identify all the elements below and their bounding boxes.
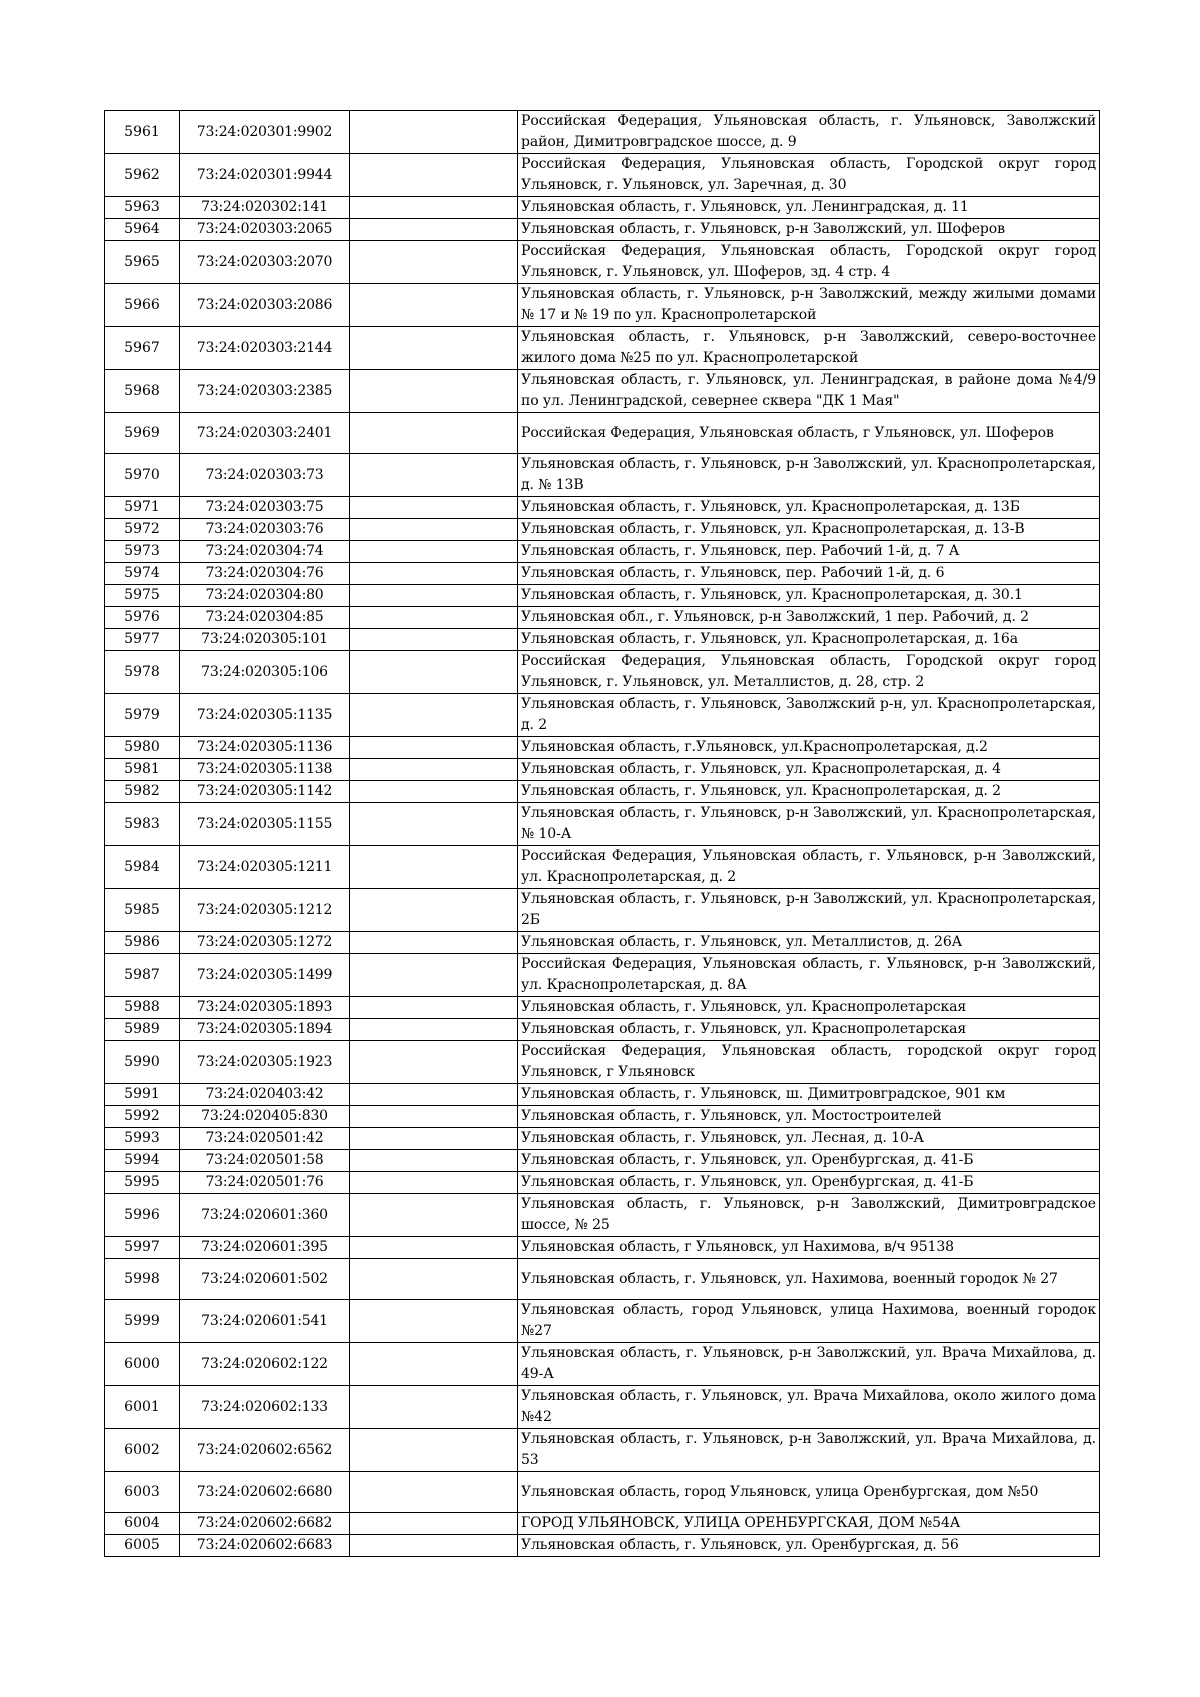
address-cell: Ульяновская область, г. Ульяновск, ул. Металлистов, д. 26А — [518, 932, 1100, 954]
cadastral-number-cell: 73:24:020303:73 — [180, 454, 350, 497]
cadastral-number-cell: 73:24:020405:830 — [180, 1106, 350, 1128]
empty-cell — [350, 781, 518, 803]
address-cell: Ульяновская область, город Ульяновск, улица Нахимова, военный городок №27 — [518, 1300, 1100, 1343]
row-number-cell: 5963 — [105, 197, 180, 219]
empty-cell — [350, 284, 518, 327]
cadastral-number-cell: 73:24:020403:42 — [180, 1084, 350, 1106]
empty-cell — [350, 541, 518, 563]
table-row — [105, 1386, 1100, 1429]
cadastral-number-cell: 73:24:020602:6682 — [180, 1513, 350, 1535]
row-number-cell: 6004 — [105, 1513, 180, 1535]
row-number-cell: 5981 — [105, 759, 180, 781]
table-row — [105, 889, 1100, 932]
address-cell: Ульяновская область, г. Ульяновск, ул. Нахимова, военный городок № 27 — [518, 1259, 1100, 1300]
row-number-cell: 5997 — [105, 1237, 180, 1259]
address-cell: Ульяновская область, г. Ульяновск, ул. Краснопролетарская, д. 30.1 — [518, 585, 1100, 607]
table-row — [105, 737, 1100, 759]
empty-cell — [350, 1084, 518, 1106]
cadastral-number-cell: 73:24:020303:2065 — [180, 219, 350, 241]
cadastral-number-cell: 73:24:020304:80 — [180, 585, 350, 607]
cadastral-number-cell: 73:24:020602:6683 — [180, 1535, 350, 1557]
table-row — [105, 541, 1100, 563]
empty-cell — [350, 1513, 518, 1535]
table-row — [105, 1106, 1100, 1128]
cadastral-number-cell: 73:24:020303:76 — [180, 519, 350, 541]
address-cell: Ульяновская область, г. Ульяновск, ул. Краснопролетарская, д. 13-В — [518, 519, 1100, 541]
table-row — [105, 1472, 1100, 1513]
address-cell: Ульяновская область, г. Ульяновск, р-н Заволжский, Димитровградское шоссе, № 25 — [518, 1194, 1100, 1237]
address-cell: Ульяновская область, г. Ульяновск, ул. Оренбургская, д. 41-Б — [518, 1172, 1100, 1194]
row-number-cell: 5964 — [105, 219, 180, 241]
cadastral-number-cell: 73:24:020303:2401 — [180, 413, 350, 454]
address-cell: Ульяновская область, г. Ульяновск, ул. Оренбургская, д. 41-Б — [518, 1150, 1100, 1172]
table-row — [105, 1259, 1100, 1300]
row-number-cell: 6001 — [105, 1386, 180, 1429]
row-number-cell: 6000 — [105, 1343, 180, 1386]
address-cell: Ульяновская область, г. Ульяновск, ш. Димитровградское, 901 км — [518, 1084, 1100, 1106]
cadastral-number-cell: 73:24:020305:1272 — [180, 932, 350, 954]
address-cell: Ульяновская область, г. Ульяновск, ул. Краснопролетарская, д. 16а — [518, 629, 1100, 651]
address-cell: Ульяновская область, г. Ульяновск, ул. Ленинградская, в районе дома №4/9 по ул. Ленинградской, севернее сквера "ДК 1 Мая" — [518, 370, 1100, 413]
empty-cell — [350, 954, 518, 997]
row-number-cell: 5993 — [105, 1128, 180, 1150]
row-number-cell: 5969 — [105, 413, 180, 454]
row-number-cell: 5982 — [105, 781, 180, 803]
empty-cell — [350, 563, 518, 585]
table-row — [105, 1041, 1100, 1084]
empty-cell — [350, 846, 518, 889]
empty-cell — [350, 1150, 518, 1172]
address-cell: Ульяновская область, г. Ульяновск, р-н Заволжский, ул. Краснопролетарская, 2Б — [518, 889, 1100, 932]
row-number-cell: 5980 — [105, 737, 180, 759]
table-row — [105, 846, 1100, 889]
empty-cell — [350, 519, 518, 541]
address-cell: Ульяновская область, г. Ульяновск, пер. Рабочий 1-й, д. 6 — [518, 563, 1100, 585]
empty-cell — [350, 694, 518, 737]
table-row — [105, 497, 1100, 519]
table-row — [105, 1429, 1100, 1472]
table-row — [105, 111, 1100, 154]
table-row — [105, 932, 1100, 954]
table-row — [105, 1513, 1100, 1535]
address-cell: ГОРОД УЛЬЯНОВСК, УЛИЦА ОРЕНБУРГСКАЯ, ДОМ №54А — [518, 1513, 1100, 1535]
empty-cell — [350, 327, 518, 370]
address-cell: Российская Федерация, Ульяновская область, г Ульяновск, ул. Шоферов — [518, 413, 1100, 454]
empty-cell — [350, 1386, 518, 1429]
empty-cell — [350, 651, 518, 694]
empty-cell — [350, 1300, 518, 1343]
address-cell: Ульяновская область, г. Ульяновск, ул. Краснопролетарская, д. 2 — [518, 781, 1100, 803]
address-cell: Ульяновская область, г. Ульяновск, ул. Краснопролетарская, д. 13Б — [518, 497, 1100, 519]
cadastral-number-cell: 73:24:020302:141 — [180, 197, 350, 219]
cadastral-number-cell: 73:24:020501:76 — [180, 1172, 350, 1194]
table-row — [105, 585, 1100, 607]
table-row — [105, 1343, 1100, 1386]
cadastral-number-cell: 73:24:020305:1212 — [180, 889, 350, 932]
cadastral-number-cell: 73:24:020601:502 — [180, 1259, 350, 1300]
empty-cell — [350, 607, 518, 629]
cadastral-number-cell: 73:24:020602:6680 — [180, 1472, 350, 1513]
table-row — [105, 1535, 1100, 1557]
row-number-cell: 5962 — [105, 154, 180, 197]
empty-cell — [350, 629, 518, 651]
row-number-cell: 5968 — [105, 370, 180, 413]
address-cell: Ульяновская область, г. Ульяновск, пер. Рабочий 1-й, д. 7 А — [518, 541, 1100, 563]
table-row — [105, 1019, 1100, 1041]
empty-cell — [350, 413, 518, 454]
row-number-cell: 5985 — [105, 889, 180, 932]
row-number-cell: 6005 — [105, 1535, 180, 1557]
row-number-cell: 5988 — [105, 997, 180, 1019]
cadastral-number-cell: 73:24:020601:360 — [180, 1194, 350, 1237]
cadastral-number-cell: 73:24:020601:541 — [180, 1300, 350, 1343]
cadastral-number-cell: 73:24:020305:1138 — [180, 759, 350, 781]
empty-cell — [350, 1128, 518, 1150]
cadastral-number-cell: 73:24:020602:6562 — [180, 1429, 350, 1472]
address-cell: Ульяновская область, г.Ульяновск, ул.Краснопролетарская, д.2 — [518, 737, 1100, 759]
empty-cell — [350, 803, 518, 846]
cadastral-number-cell: 73:24:020303:2086 — [180, 284, 350, 327]
row-number-cell: 5965 — [105, 241, 180, 284]
table-row — [105, 651, 1100, 694]
address-cell: Ульяновская область, г. Ульяновск, р-н Заволжский, ул. Шоферов — [518, 219, 1100, 241]
table-row — [105, 519, 1100, 541]
address-cell: Ульяновская обл., г. Ульяновск, р-н Заволжский, 1 пер. Рабочий, д. 2 — [518, 607, 1100, 629]
empty-cell — [350, 997, 518, 1019]
address-cell: Ульяновская область, г. Ульяновск, р-н Заволжский, ул. Краснопролетарская, д. № 13В — [518, 454, 1100, 497]
row-number-cell: 5979 — [105, 694, 180, 737]
address-cell: Российская Федерация, Ульяновская область, г. Ульяновск, Заволжский район, Димитровградское шоссе, д. 9 — [518, 111, 1100, 154]
empty-cell — [350, 737, 518, 759]
empty-cell — [350, 1041, 518, 1084]
address-cell: Ульяновская область, город Ульяновск, улица Оренбургская, дом №50 — [518, 1472, 1100, 1513]
address-cell: Ульяновская область, г. Ульяновск, р-н Заволжский, северо-восточнее жилого дома №25 по ул. Краснопролетарской — [518, 327, 1100, 370]
cadastral-number-cell: 73:24:020305:106 — [180, 651, 350, 694]
table-row — [105, 1172, 1100, 1194]
row-number-cell: 5974 — [105, 563, 180, 585]
address-cell: Ульяновская область, г. Ульяновск, р-н Заволжский, ул. Врача Михайлова, д. 49-А — [518, 1343, 1100, 1386]
empty-cell — [350, 111, 518, 154]
cadastral-number-cell: 73:24:020304:76 — [180, 563, 350, 585]
row-number-cell: 5961 — [105, 111, 180, 154]
cadastral-number-cell: 73:24:020303:2144 — [180, 327, 350, 370]
row-number-cell: 5987 — [105, 954, 180, 997]
cadastral-number-cell: 73:24:020601:395 — [180, 1237, 350, 1259]
address-cell: Российская Федерация, Ульяновская область, Городской округ город Ульяновск, г. Ульяновск, ул. Шоферов, зд. 4 стр. 4 — [518, 241, 1100, 284]
empty-cell — [350, 889, 518, 932]
empty-cell — [350, 585, 518, 607]
empty-cell — [350, 454, 518, 497]
cadastral-number-cell: 73:24:020305:1894 — [180, 1019, 350, 1041]
cadastral-number-cell: 73:24:020501:42 — [180, 1128, 350, 1150]
cadastral-number-cell: 73:24:020602:133 — [180, 1386, 350, 1429]
cadastral-number-cell: 73:24:020305:1893 — [180, 997, 350, 1019]
row-number-cell: 6003 — [105, 1472, 180, 1513]
address-cell: Российская Федерация, Ульяновская область, г. Ульяновск, р-н Заволжский, ул. Краснопролетарская, д. 2 — [518, 846, 1100, 889]
table-row — [105, 759, 1100, 781]
table-row — [105, 781, 1100, 803]
table-row — [105, 629, 1100, 651]
address-cell: Ульяновская область, г. Ульяновск, р-н Заволжский, ул. Краснопролетарская, № 10-А — [518, 803, 1100, 846]
row-number-cell: 5998 — [105, 1259, 180, 1300]
address-cell: Ульяновская область, г. Ульяновск, р-н Заволжский, ул. Врача Михайлова, д. 53 — [518, 1429, 1100, 1472]
table-row — [105, 694, 1100, 737]
address-cell: Ульяновская область, г. Ульяновск, ул. Краснопролетарская — [518, 997, 1100, 1019]
address-cell: Российская Федерация, Ульяновская область, г. Ульяновск, р-н Заволжский, ул. Краснопролетарская, д. 8А — [518, 954, 1100, 997]
address-cell: Российская Федерация, Ульяновская область, Городской округ город Ульяновск, г. Ульяновск, ул. Металлистов, д. 28, стр. 2 — [518, 651, 1100, 694]
table-row — [105, 454, 1100, 497]
cadastral-number-cell: 73:24:020305:101 — [180, 629, 350, 651]
address-cell: Российская Федерация, Ульяновская область, Городской округ город Ульяновск, г. Ульяновск, ул. Заречная, д. 30 — [518, 154, 1100, 197]
address-cell: Российская Федерация, Ульяновская область, городской округ город Ульяновск, г Ульяновск — [518, 1041, 1100, 1084]
row-number-cell: 5977 — [105, 629, 180, 651]
cadastral-number-cell: 73:24:020305:1142 — [180, 781, 350, 803]
cadastral-number-cell: 73:24:020602:122 — [180, 1343, 350, 1386]
row-number-cell: 5999 — [105, 1300, 180, 1343]
table-row — [105, 607, 1100, 629]
empty-cell — [350, 1429, 518, 1472]
cadastral-number-cell: 73:24:020304:85 — [180, 607, 350, 629]
cadastral-number-cell: 73:24:020303:2070 — [180, 241, 350, 284]
empty-cell — [350, 497, 518, 519]
cadastral-number-cell: 73:24:020303:2385 — [180, 370, 350, 413]
cadastral-number-cell: 73:24:020305:1923 — [180, 1041, 350, 1084]
empty-cell — [350, 219, 518, 241]
address-cell: Ульяновская область, г. Ульяновск, ул. Краснопролетарская, д. 4 — [518, 759, 1100, 781]
row-number-cell: 5976 — [105, 607, 180, 629]
table-row — [105, 954, 1100, 997]
row-number-cell: 6002 — [105, 1429, 180, 1472]
row-number-cell: 5983 — [105, 803, 180, 846]
cadastral-number-cell: 73:24:020305:1499 — [180, 954, 350, 997]
registry-table — [104, 110, 1100, 1557]
empty-cell — [350, 154, 518, 197]
address-cell: Ульяновская область, г. Ульяновск, ул. Мостостроителей — [518, 1106, 1100, 1128]
address-cell: Ульяновская область, г. Ульяновск, ул. Краснопролетарская — [518, 1019, 1100, 1041]
empty-cell — [350, 1194, 518, 1237]
cadastral-number-cell: 73:24:020301:9902 — [180, 111, 350, 154]
table-row — [105, 1150, 1100, 1172]
table-row — [105, 1194, 1100, 1237]
address-cell: Ульяновская область, г. Ульяновск, ул. Оренбургская, д. 56 — [518, 1535, 1100, 1557]
cadastral-number-cell: 73:24:020304:74 — [180, 541, 350, 563]
table-row — [105, 241, 1100, 284]
empty-cell — [350, 759, 518, 781]
cadastral-number-cell: 73:24:020301:9944 — [180, 154, 350, 197]
cadastral-number-cell: 73:24:020305:1155 — [180, 803, 350, 846]
table-row — [105, 413, 1100, 454]
row-number-cell: 5990 — [105, 1041, 180, 1084]
row-number-cell: 5978 — [105, 651, 180, 694]
cadastral-number-cell: 73:24:020305:1136 — [180, 737, 350, 759]
empty-cell — [350, 1259, 518, 1300]
empty-cell — [350, 370, 518, 413]
table-row — [105, 219, 1100, 241]
row-number-cell: 5984 — [105, 846, 180, 889]
empty-cell — [350, 1535, 518, 1557]
address-cell: Ульяновская область, г. Ульяновск, р-н Заволжский, между жилыми домами № 17 и № 19 по ул. Краснопролетарской — [518, 284, 1100, 327]
row-number-cell: 5973 — [105, 541, 180, 563]
row-number-cell: 5966 — [105, 284, 180, 327]
address-cell: Ульяновская область, г. Ульяновск, ул. Врача Михайлова, около жилого дома №42 — [518, 1386, 1100, 1429]
table-row — [105, 1084, 1100, 1106]
cadastral-number-cell: 73:24:020303:75 — [180, 497, 350, 519]
empty-cell — [350, 1019, 518, 1041]
table-row — [105, 563, 1100, 585]
row-number-cell: 5970 — [105, 454, 180, 497]
cadastral-number-cell: 73:24:020501:58 — [180, 1150, 350, 1172]
row-number-cell: 5967 — [105, 327, 180, 370]
empty-cell — [350, 197, 518, 219]
empty-cell — [350, 1106, 518, 1128]
row-number-cell: 5991 — [105, 1084, 180, 1106]
row-number-cell: 5975 — [105, 585, 180, 607]
row-number-cell: 5989 — [105, 1019, 180, 1041]
table-row — [105, 327, 1100, 370]
empty-cell — [350, 932, 518, 954]
table-row — [105, 154, 1100, 197]
address-cell: Ульяновская область, г. Ульяновск, ул. Ленинградская, д. 11 — [518, 197, 1100, 219]
table-row — [105, 803, 1100, 846]
address-cell: Ульяновская область, г Ульяновск, ул Нахимова, в/ч 95138 — [518, 1237, 1100, 1259]
empty-cell — [350, 1172, 518, 1194]
cadastral-number-cell: 73:24:020305:1211 — [180, 846, 350, 889]
address-cell: Ульяновская область, г. Ульяновск, Заволжский р-н, ул. Краснопролетарская, д. 2 — [518, 694, 1100, 737]
table-row — [105, 1237, 1100, 1259]
row-number-cell: 5992 — [105, 1106, 180, 1128]
table-row — [105, 1300, 1100, 1343]
empty-cell — [350, 241, 518, 284]
table-row — [105, 284, 1100, 327]
registry-table-body — [105, 111, 1100, 1557]
table-row — [105, 197, 1100, 219]
table-row — [105, 1128, 1100, 1150]
row-number-cell: 5995 — [105, 1172, 180, 1194]
row-number-cell: 5972 — [105, 519, 180, 541]
table-row — [105, 370, 1100, 413]
row-number-cell: 5996 — [105, 1194, 180, 1237]
row-number-cell: 5986 — [105, 932, 180, 954]
empty-cell — [350, 1237, 518, 1259]
empty-cell — [350, 1472, 518, 1513]
row-number-cell: 5971 — [105, 497, 180, 519]
cadastral-number-cell: 73:24:020305:1135 — [180, 694, 350, 737]
empty-cell — [350, 1343, 518, 1386]
row-number-cell: 5994 — [105, 1150, 180, 1172]
table-row — [105, 997, 1100, 1019]
address-cell: Ульяновская область, г. Ульяновск, ул. Лесная, д. 10-А — [518, 1128, 1100, 1150]
